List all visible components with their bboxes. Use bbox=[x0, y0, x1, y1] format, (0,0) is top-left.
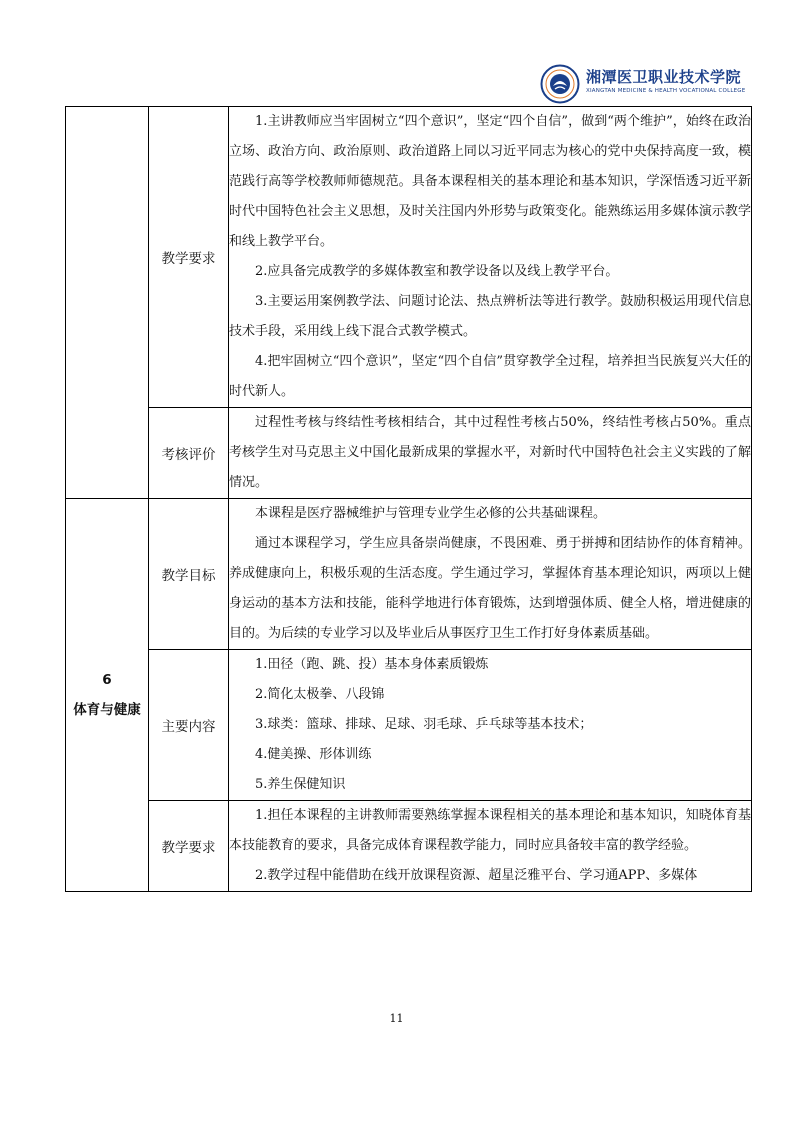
list-item: 4.健美操、形体训练 bbox=[255, 747, 372, 762]
course-name: 体育与健康 bbox=[73, 702, 141, 718]
main-content-list bbox=[229, 650, 752, 801]
paragraph: 1.主讲教师应当牢固树立“四个意识”，坚定“四个自信”，做到“两个维护”，始终在政治立场、政治方向、政治原则、政治道路上同以习近平同志为核心的党中央保持高度一致，模范践行高等学校教师师德规范。具备本课程相关的基本理论和基本知识，学深悟透习近平新时代中国特色社会主义思想，及时关注国内外形势与政策变化。能熟练运用多媒体演示教学和线上教学平台。 bbox=[229, 114, 751, 249]
table-row-teaching-requirements-2 bbox=[66, 801, 752, 892]
list-item: 1.田径（跑、跳、投）基本身体素质锻炼 bbox=[255, 657, 489, 672]
list-item: 3.球类：篮球、排球、足球、羽毛球、乒乓球等基本技术； bbox=[255, 717, 593, 732]
teaching-requirements-content bbox=[229, 801, 752, 892]
empty-course-cell bbox=[66, 107, 149, 499]
paragraph: 1.担任本课程的主讲教师需要熟练掌握本课程相关的基本理论和基本知识，知晓体育基本技能教育的要求，具备完成体育课程教学能力，同时应具备较丰富的教学经验。 bbox=[229, 808, 751, 853]
list-item: 2.简化太极拳、八段锦 bbox=[255, 687, 385, 702]
table-row-main-content bbox=[66, 650, 752, 801]
objectives-content bbox=[229, 499, 752, 650]
list-item: 5.养生保健知识 bbox=[255, 777, 346, 792]
school-logo bbox=[540, 64, 746, 106]
table-row-teaching-requirements bbox=[66, 107, 752, 408]
table-row-objectives bbox=[66, 499, 752, 650]
paragraph: 2.教学过程中能借助在线开放课程资源、超星泛雅平台、学习通APP、多媒体 bbox=[255, 868, 698, 883]
school-name: 湘潭医卫职业技术学院 bbox=[586, 68, 742, 86]
paragraph: 过程性考核与终结性考核相结合，其中过程性考核占50%，终结性考核占50%。重点考核学生对马克思主义中国化最新成果的掌握水平，对新时代中国特色社会主义实践的了解情况。 bbox=[229, 415, 751, 490]
curriculum-table bbox=[65, 106, 752, 892]
assessment-content bbox=[229, 408, 752, 499]
row-label: 教学要求 bbox=[149, 107, 229, 408]
table-row-assessment bbox=[66, 408, 752, 499]
paragraph: 本课程是医疗器械维护与管理专业学生必修的公共基础课程。 bbox=[255, 506, 607, 521]
row-label: 考核评价 bbox=[149, 408, 229, 499]
paragraph: 4.把牢固树立“四个意识”，坚定“四个自信”贯穿教学全过程，培养担当民族复兴大任的时代新人。 bbox=[229, 354, 751, 399]
school-name-english: XIANGTAN MEDICINE & HEALTH VOCATIONAL COLLEGE bbox=[586, 88, 746, 94]
course-number: 6 bbox=[102, 672, 112, 688]
row-label: 教学要求 bbox=[149, 801, 229, 892]
teaching-requirements-content bbox=[229, 107, 752, 408]
paragraph: 3.主要运用案例教学法、问题讨论法、热点辨析法等进行教学。鼓励积极运用现代信息技术手段，采用线上线下混合式教学模式。 bbox=[229, 294, 751, 339]
course-cell bbox=[66, 499, 149, 892]
paragraph: 通过本课程学习，学生应具备崇尚健康，不畏困难、勇于拼搏和团结协作的体育精神。养成健康向上，积极乐观的生活态度。学生通过学习，掌握体育基本理论知识，两项以上健身运动的基本方法和技能，能科学地进行体育锻炼，达到增强体质、健全人格，增进健康的目的。为后续的专业学习以及毕业后从事医疗卫生工作打好身体素质基础。 bbox=[229, 536, 751, 641]
school-emblem-icon bbox=[540, 64, 580, 104]
row-label: 主要内容 bbox=[149, 650, 229, 801]
row-label: 教学目标 bbox=[149, 499, 229, 650]
page-number: 11 bbox=[389, 1012, 404, 1025]
paragraph: 2.应具备完成教学的多媒体教室和教学设备以及线上教学平台。 bbox=[255, 264, 619, 279]
